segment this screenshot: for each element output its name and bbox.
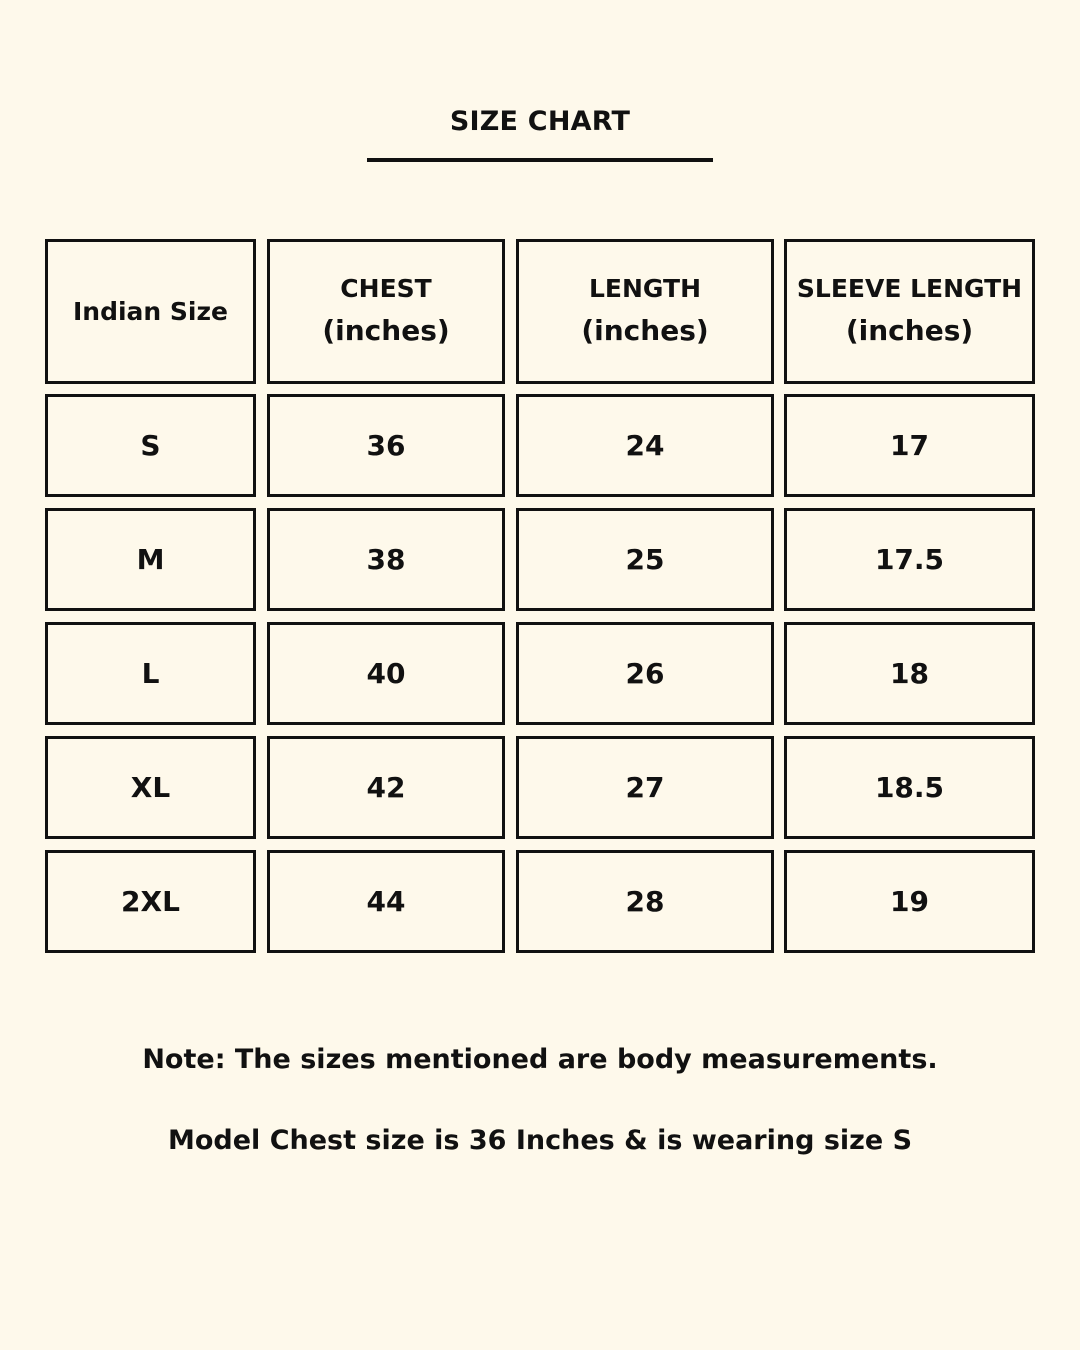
chest-cell: 36	[267, 394, 505, 497]
size-cell: XL	[45, 736, 256, 839]
note-model-size: Model Chest size is 36 Inches & is wearing size S	[167, 1125, 913, 1156]
length-cell: 26	[516, 622, 774, 725]
chest-cell: 44	[267, 850, 505, 953]
header-label: Indian Size	[72, 297, 229, 326]
header-label: LENGTH	[589, 274, 701, 304]
header-indian-size	[45, 239, 256, 384]
length-cell: 27	[516, 736, 774, 839]
header-unit: (inches)	[581, 314, 709, 348]
chest-cell: 38	[267, 508, 505, 611]
size-cell: L	[45, 622, 256, 725]
chest-cell: 40	[267, 622, 505, 725]
length-cell: 28	[516, 850, 774, 953]
header-length	[516, 239, 774, 384]
header-label: CHEST	[340, 274, 432, 304]
sleeve-length-cell: 18	[784, 622, 1035, 725]
note-body-measurements: Note: The sizes mentioned are body measurements.	[142, 1044, 938, 1075]
size-cell: S	[45, 394, 256, 497]
length-cell: 24	[516, 394, 774, 497]
length-cell: 25	[516, 508, 774, 611]
title-underline	[367, 158, 713, 162]
page-title: SIZE CHART	[449, 106, 631, 137]
sleeve-length-cell: 19	[784, 850, 1035, 953]
sleeve-length-cell: 17	[784, 394, 1035, 497]
sleeve-length-cell: 17.5	[784, 508, 1035, 611]
header-unit: (inches)	[322, 314, 450, 348]
header-sleeve-length	[784, 239, 1035, 384]
header-unit: (inches)	[845, 314, 974, 348]
size-cell: M	[45, 508, 256, 611]
sleeve-length-cell: 18.5	[784, 736, 1035, 839]
header-chest	[267, 239, 505, 384]
chest-cell: 42	[267, 736, 505, 839]
header-label: SLEEVE LENGTH	[796, 274, 1023, 304]
size-cell: 2XL	[45, 850, 256, 953]
